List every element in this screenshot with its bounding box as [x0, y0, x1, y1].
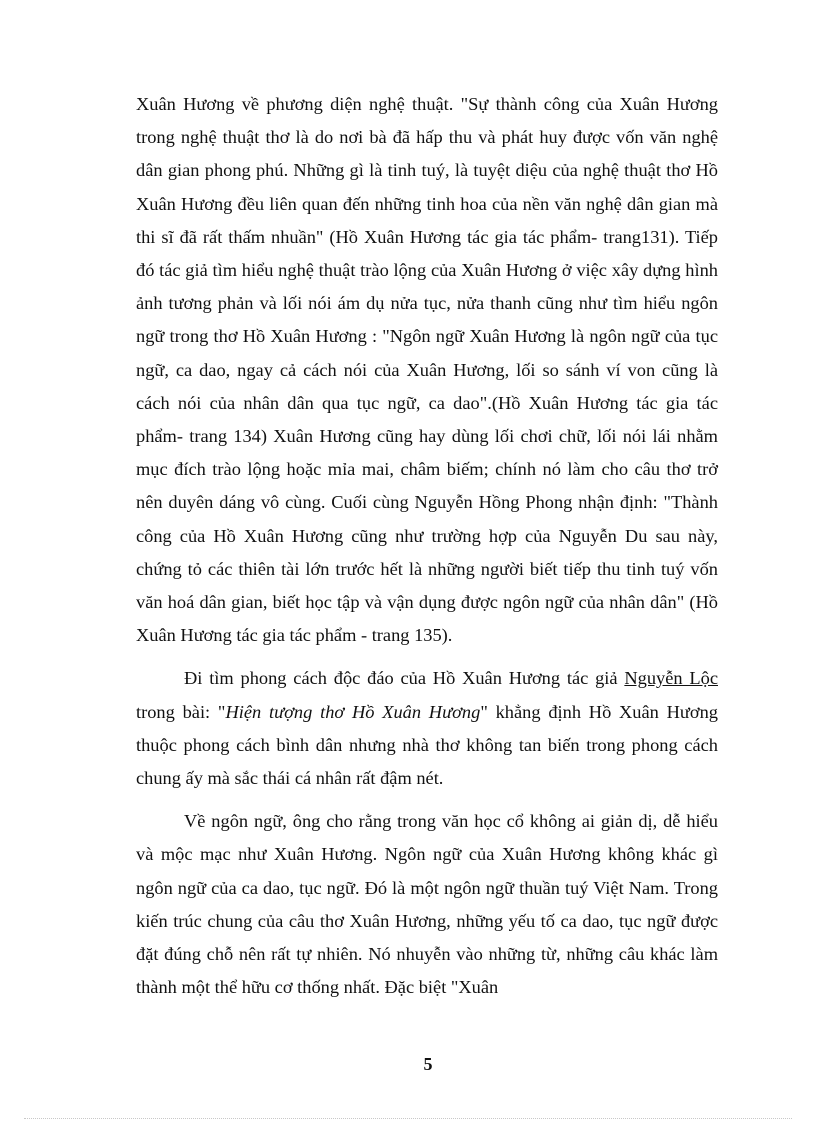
- paragraph-2: [136, 662, 718, 795]
- author-name: Nguyễn Lộc: [624, 668, 718, 689]
- body-text: [136, 88, 718, 1004]
- paragraph-2-text-b: trong bài: ": [136, 701, 226, 722]
- paragraph-2-text-a: Đi tìm phong cách độc đáo của Hồ Xuân Hương tác giả: [184, 668, 625, 689]
- paragraph-1: Xuân Hương về phương diện nghệ thuật. "Sự thành công của Xuân Hương trong nghệ thuật thơ là do nơi bà đã hấp thu và phát huy được vốn văn nghệ dân gian phong phú. Những gì là tinh tuý, là tuyệt diệu của nghệ thuật thơ Hồ Xuân Hương đều liên quan đến những tinh hoa của nền văn nghệ dân gian mà thi sĩ đã rất thấm nhuần" (Hồ Xuân Hương tác gia tác phẩm- trang131). Tiếp đó tác giả tìm hiểu nghệ thuật trào lộng của Xuân Hương ở việc xây dựng hình ảnh tương phản và lối nói ám dụ nửa tục, nửa thanh cũng như tìm hiểu ngôn ngữ trong thơ Hồ Xuân Hương : "Ngôn ngữ Xuân Hương là ngôn ngữ của tục ngữ, ca dao, ngay cả cách nói của Xuân Hương, lối so sánh ví von cũng là cách nói của nhân dân qua tục ngữ, ca dao".(Hồ Xuân Hương tác gia tác phẩm- trang 134) Xuân Hương cũng hay dùng lối chơi chữ, lối nói lái nhằm mục đích trào lộng hoặc mỉa mai, châm biếm; chính nó làm cho câu thơ trở nên duyên dáng vô cùng. Cuối cùng Nguyễn Hồng Phong nhận định: "Thành công của Hồ Xuân Hương cũng như trường hợp của Nguyễn Du sau này, chứng tỏ các thiên tài lớn trước hết là những người biết tiếp thu tinh tuý vốn văn hoá dân gian, biết học tập và vận dụng được ngôn ngữ của nhân dân" (Hồ Xuân Hương tác gia tác phẩm - trang 135).: [136, 94, 718, 646]
- paragraph-2-text-c: " khẳng định Hồ Xuân Hương thuộc phong cách bình dân nhưng nhà thơ không tan biến trong phong cách chung ấy mà sắc thái cá nhân rất đậm nét.: [136, 701, 718, 789]
- page-bottom-divider: [24, 1118, 792, 1119]
- page-number: 5: [423, 1054, 433, 1074]
- paragraph-3: Về ngôn ngữ, ông cho rằng trong văn học cổ không ai giản dị, dễ hiểu và mộc mạc như Xuân Hương. Ngôn ngữ của Xuân Hương không khác gì ngôn ngữ của ca dao, tục ngữ. Đó là một ngôn ngữ thuần tuý Việt Nam. Trong kiến trúc chung của câu thơ Xuân Hương, những yếu tố ca dao, tục ngữ được đặt đúng chỗ nên rất tự nhiên. Nó nhuyễn vào những từ, những câu khác làm thành một thể hữu cơ thống nhất. Đặc biệt "Xuân: [136, 811, 718, 998]
- work-title: Hiện tượng thơ Hồ Xuân Hương: [225, 701, 481, 722]
